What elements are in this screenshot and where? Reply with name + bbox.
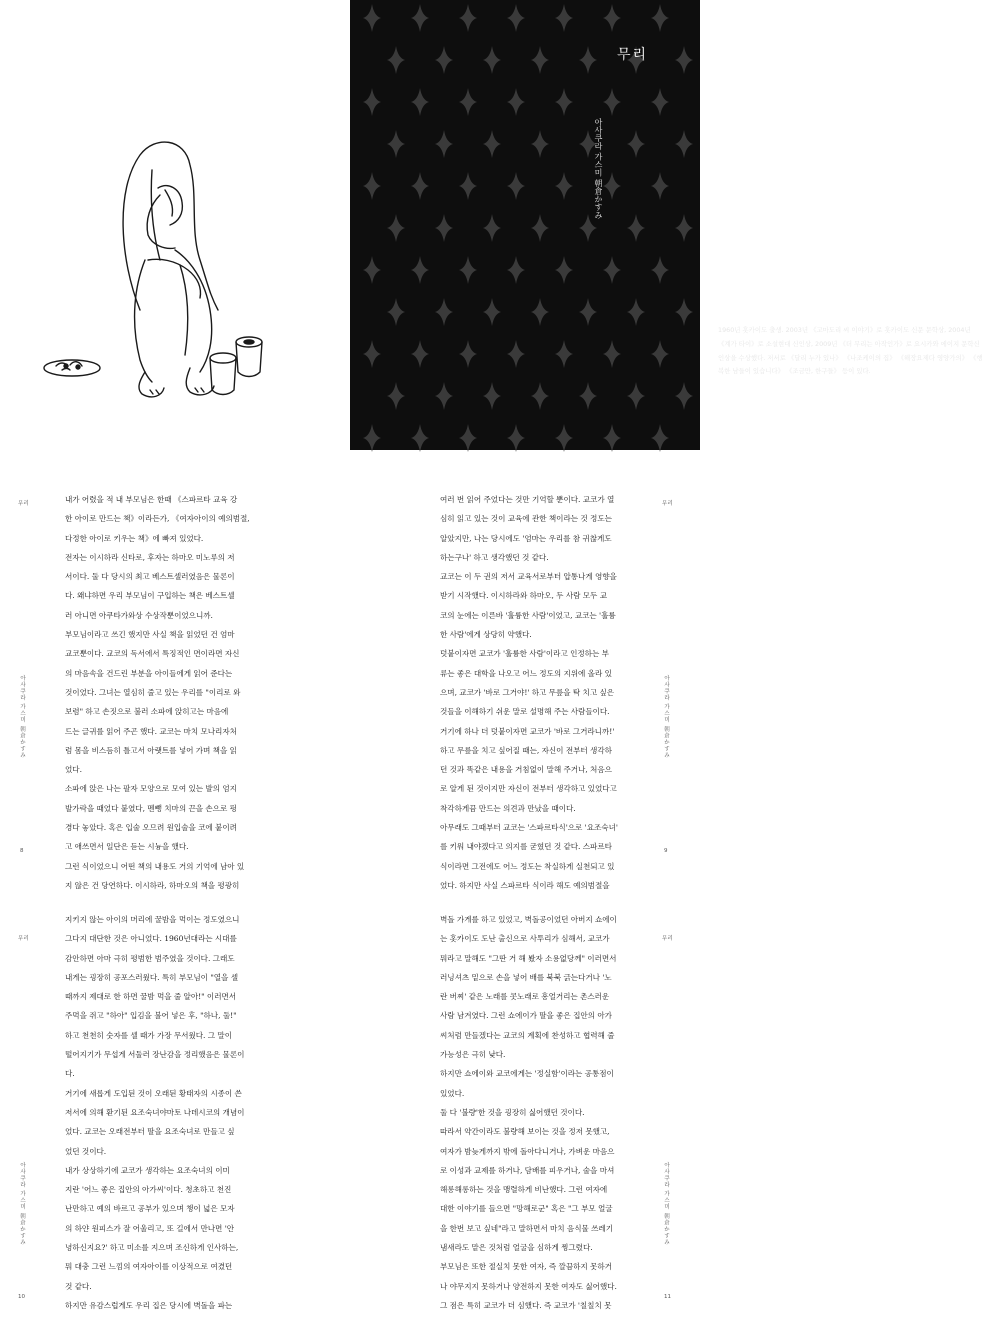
sparkle-shape (387, 46, 405, 74)
sparkle-shape (579, 382, 597, 410)
author-bio: 1960년 홋카이도 출생. 2003년 《고마도리 씨 이야기》로 홋카이도 신문 문학상, 2004년 《계가 타이》로 소설현대 신인상, 2009년 《더 무리는 아작인가》로 요시카와 에이지 문학신인상을 수상했다. 저서로 《달리 누가 있나》 《나조케이의 집》 《해장요제다 영양가의》 《행복한 남들이 있습니다》 《조금만, 한구들》 등이 있다. (718, 326, 983, 376)
author-name: 아사쿠라 가스미 朝倉かすみ (594, 118, 603, 220)
illustration-crouching-figure (40, 110, 300, 420)
sparkle-shape (411, 340, 429, 368)
text-line: 류는 좋은 대학을 나오고 어느 정도의 지위에 올라 있 (440, 668, 612, 678)
sparkle-shape (363, 88, 381, 116)
running-vertical-left: 아사쿠라 가스미 朝倉かすみ (19, 675, 25, 759)
sparkle-shape (555, 340, 573, 368)
sparkle-shape (603, 172, 621, 200)
sparkle-shape (627, 382, 645, 410)
text-line: 으며, 교코가 '바로 그거야!' 하고 무릎을 탁 치고 싶은 (440, 687, 615, 697)
text-line: 대한 이야기를 들으면 "망해로군" 혹은 "그 부모 얼굴 (440, 1204, 613, 1214)
sparkle-shape (675, 382, 693, 410)
sparkle-shape (651, 172, 669, 200)
sparkle-shape (531, 214, 549, 242)
sparkle-shape (507, 256, 525, 284)
sparkle-shape (483, 382, 501, 410)
sparkle-shape (507, 340, 525, 368)
text-line: 을 한번 보고 싶네"라고 말하면서 마치 음식물 쓰레기 (440, 1223, 613, 1233)
text-line: 그런 식이었으니 어떤 책의 내용도 거의 기억에 남아 있 (65, 861, 245, 871)
sparkle-shape (435, 382, 453, 410)
sparkle-shape (555, 424, 573, 452)
text-line: 서이다. 둘 다 당시의 최고 베스트셀러였음은 물론이 (65, 572, 235, 582)
text-line: 하고 천천히 숫자를 셀 때가 가장 무서웠다. 그 말이 (65, 1030, 232, 1040)
text-line: 지 않은 건 당연하다. 이시하라, 하마오의 책을 평광히 (65, 880, 240, 890)
sparkle-shape (603, 256, 621, 284)
text-line: 교코뿐이다. 교코의 독서에서 특징적인 면이라면 자신 (65, 649, 240, 659)
text-line: 내게는 굉장히 공포스러웠다. 특히 부모님이 "열을 셀 (65, 972, 238, 982)
text-line: 드는 글귀를 읽어 주곤 했다. 교코는 마치 모나리자처 (65, 726, 237, 736)
sparkle-shape (435, 46, 453, 74)
text-line: 사람 남겨였다. 그런 쇼에이가 딸을 좋은 집안의 아가 (440, 1011, 612, 1021)
text-line: 주먹을 쥐고 "하아" 입김을 불어 넣은 후, "하나, 둘!" (65, 1011, 237, 1021)
text-line: 경다 놓았다. 혹은 입술 오므려 원입술을 코에 붙이려 (65, 823, 237, 833)
sparkle-shape (627, 298, 645, 326)
sparkle-shape (435, 214, 453, 242)
running-header-right: 무리 (662, 501, 673, 507)
sparkle-shape (555, 256, 573, 284)
sparkle-shape (435, 130, 453, 158)
title-page-dark (350, 0, 983, 450)
text-line: 심히 읽고 있는 것이 교육에 관한 책이라는 것 정도는 (440, 514, 612, 524)
sparkle-shape (483, 130, 501, 158)
sparkle-shape (603, 424, 621, 452)
text-line: 소파에 앉은 나는 팔자 모양으로 모여 있는 발의 엄지 (65, 784, 237, 794)
text-line: 따라서 약간이라도 불량해 보이는 것을 정저 못했고, (440, 1127, 610, 1137)
text-line: 하지만 쇼에이와 교코에게는 '정실함'이라는 공통점이 (440, 1069, 614, 1079)
sparkle-shape (459, 172, 477, 200)
text-line: 의 하얀 원피스가 잘 어울리고, 또 길에서 만나면 '안 (65, 1223, 235, 1233)
sparkle-shape (579, 46, 597, 74)
text-line: 가능성은 극히 낮다. (440, 1050, 506, 1060)
text-line: 냄새라도 맡은 것처럼 얼굴을 심하게 찡그렸다. (440, 1243, 593, 1253)
text-line: 내가 어렸을 적 내 부모님은 한때 《스파르타 교육 강 (65, 495, 238, 504)
sparkle-shape (507, 424, 525, 452)
sparkle-shape (675, 214, 693, 242)
sparkle-shape (483, 46, 501, 74)
text-line: 다정한 아이로 키우는 책》에 빠져 있었다. (65, 533, 204, 543)
text-line: 해롱해롱하는 것을 맹렬하게 비난했다. 그런 여자에 (440, 1185, 608, 1195)
sparkle-shape (507, 172, 525, 200)
sparkle-shape (483, 214, 501, 242)
text-line: 러 아니면 아쿠타가와상 수상작뿐이었으니까. (65, 610, 213, 620)
page-10-text (65, 910, 327, 1315)
page-number-right: 9 (664, 848, 668, 854)
text-line: 부모님이라고 쓰긴 했지만 사실 책을 읽었던 건 엄마 (65, 630, 235, 640)
text-line: 다. 왜냐하면 우리 부모님이 구입하는 책은 베스트셀 (65, 591, 235, 601)
sparkle-shape (627, 130, 645, 158)
sparkle-shape (507, 4, 525, 32)
text-line: 난만하고 예의 바르고 공부가 있으며 챙이 넓은 모자 (65, 1204, 235, 1214)
text-line: 감안하면 아마 극히 평범한 범주였을 것이다. 그래도 (65, 953, 235, 963)
text-line: 것이었다. 그녀는 열심히 줄고 있는 우리를 "이리로 와 (65, 687, 241, 697)
text-line: 럼 몸을 비스듬히 틀고서 아랫트를 넣어 가며 책을 읽 (65, 745, 237, 755)
sparkle-shape (651, 256, 669, 284)
text-line: 한 아이로 만드는 책》이라든가, 《여자아이의 예의범절, (65, 514, 250, 524)
spread-title (0, 0, 983, 450)
sparkle-shape (387, 382, 405, 410)
story-title: 무리 (616, 47, 648, 63)
sparkle-shape (387, 130, 405, 158)
text-line: 것들을 이해하기 쉬운 말로 설명해 주는 사람들이다. (440, 707, 610, 717)
text-line: 발가락을 때었다 붙였다, 멘뺑 치마의 끈을 손으로 펑 (65, 803, 237, 813)
sparkle-shape (555, 4, 573, 32)
sparkle-shape (411, 256, 429, 284)
sparkle-shape (387, 298, 405, 326)
text-line: 있었다. (440, 1088, 465, 1098)
running-vertical-right: 아사쿠라 가스미 朝倉かすみ (663, 675, 669, 759)
text-line: 전자는 이시하라 신타로, 후자는 하마오 미노루의 저 (65, 552, 235, 562)
text-line: 저서에 의해 환기된 요조숙녀야마토 나데시코의 개념이 (65, 1107, 245, 1117)
page-number-left: 10 (18, 1294, 25, 1300)
text-line: 씨처럼 만들겠다는 교코의 계획에 찬성하고 협력해 줄 (440, 1030, 615, 1040)
text-line: 었다. (65, 765, 82, 775)
sparkle-shape (459, 256, 477, 284)
sparkle-shape (483, 298, 501, 326)
sparkle-shape (435, 298, 453, 326)
sparkle-shape (411, 4, 429, 32)
text-line: 둘 다 '불량'한 것을 굉장히 싫어했던 것이다. (440, 1107, 585, 1117)
spread-pages-10-11 (0, 900, 700, 1337)
text-line: 그다지 대단한 것은 아니었다. 1960년대라는 시대를 (65, 934, 237, 944)
sparkle-shape (411, 88, 429, 116)
sparkle-shape (459, 4, 477, 32)
text-line: 의 마음속을 건드린 부분을 아이들에게 읽어 준다는 (65, 668, 233, 678)
text-line: 고 애쓰면서 일단은 듣는 시늉을 했다. (65, 842, 189, 852)
text-line: 때까지 제대로 한 하면 꿀밤 먹을 줄 알아!" 이러면서 (65, 992, 237, 1002)
text-line: 식이라면 그전에도 어느 정도는 착실하게 실천되고 있 (440, 861, 615, 871)
sparkle-shape (651, 4, 669, 32)
text-line: 교코는 이 두 권의 저서 교육서로부터 압통나게 영향을 (440, 572, 617, 582)
text-line: 착각하게끔 만드는 의견과 만났을 때이다. (440, 803, 576, 813)
text-line: 한 사람'에게 상당히 약했다. (440, 630, 532, 640)
text-line: 뭐라고 말해도 "그딴 거 해 봤자 소용없당께" 이러면서 (440, 953, 617, 963)
sparkle-shape (531, 298, 549, 326)
sparkle-shape (363, 4, 381, 32)
running-vertical-left: 아사쿠라 가스미 朝倉かすみ (19, 1162, 25, 1246)
text-line: 다. (65, 1069, 75, 1079)
sparkle-pattern (350, 0, 700, 450)
sparkle-shape (411, 172, 429, 200)
text-line: 하는구나' 하고 생각했던 것 같다. (440, 552, 549, 562)
text-line: 를 키워 내야겠다고 의지를 굳혔던 것 같다. 스파르타 (440, 842, 612, 852)
text-line: 내가 상상하기에 교코가 생각하는 요조숙녀의 이미 (65, 1165, 230, 1175)
sparkle-shape (579, 298, 597, 326)
text-line: 그 점은 특히 교코가 더 심했다. 즉 교코가 '칠칠치 못 (440, 1300, 612, 1310)
sparkle-shape (627, 214, 645, 242)
text-line: 벽돌 가게를 하고 있었고, 벽돌공이었던 아버지 쇼에이 (440, 915, 617, 924)
text-line: 여자가 밤늦게까지 밖에 돌아다니거나, 가벼운 마음으 (440, 1146, 615, 1156)
sparkle-shape (531, 130, 549, 158)
running-header-left: 무리 (18, 501, 29, 507)
sparkle-shape (675, 46, 693, 74)
text-line: 거기에 새롭게 도입된 것이 오래된 황태자의 시종이 쓴 (65, 1088, 242, 1098)
text-line: 란 버찌' 같은 노래를 콧노래로 흥얼거리는 촌스러운 (440, 992, 610, 1002)
text-line: 알았지만, 나는 당시에도 '엄마는 우리를 참 귀찮게도 (440, 533, 612, 543)
sparkle-shape (459, 340, 477, 368)
sparkle-shape (531, 382, 549, 410)
text-line: 하고 무릎을 치고 싶어질 때는, 자신이 전부터 생각하 (440, 745, 612, 755)
sparkle-shape (531, 46, 549, 74)
text-line: 지란 '어느 좋은 집안의 아가씨'이다. 청초하고 천진 (65, 1185, 232, 1195)
text-line: 지키지 않는 아이의 머리에 꿀밤을 먹이는 정도였으니 (65, 915, 240, 924)
sparkle-shape (651, 88, 669, 116)
text-line: 코의 눈에는 이른바 '훌륭한 사람'이었고, 교코는 '훌륭 (440, 610, 616, 620)
text-line: 덧붙이자면 교코가 '훌륭한 사람'이라고 인정하는 부 (440, 649, 609, 659)
text-line: 녕하신지요?' 하고 미소를 지으며 조신하게 인사하는, (65, 1243, 239, 1253)
text-line: 거기에 하나 더 덧붙이자면 교코가 '바로 그거라니까!' (440, 726, 615, 736)
sparkle-shape (651, 340, 669, 368)
text-line: 었다. 교코는 오래전부터 딸을 요조숙녀로 만들고 싶 (65, 1127, 235, 1137)
sparkle-shape (603, 4, 621, 32)
sparkle-shape (459, 88, 477, 116)
text-line: 로 알게 된 것이지만 자신이 전부터 생각하고 있었다고 (440, 784, 617, 794)
sparkle-shape (603, 88, 621, 116)
text-line: 뭐 대충 그런 느낌의 여자아이를 이상적으로 여겼던 (65, 1262, 233, 1272)
text-line: 었던 것이다. (65, 1146, 107, 1156)
text-line: 것 같다. (65, 1281, 92, 1291)
sparkle-shape (507, 88, 525, 116)
text-line: 아무래도 그때부터 교코는 '스파르타식'으로 '요조숙녀' (440, 823, 618, 833)
text-line: 었다. 하지만 사실 스파르타 식이라 해도 예의범절을 (440, 880, 610, 890)
running-vertical-right: 아사쿠라 가스미 朝倉かすみ (663, 1162, 669, 1246)
sparkle-shape (363, 256, 381, 284)
text-line: 여러 번 읽어 주었다는 것만 기억할 뿐이다. 교코가 열 (440, 495, 615, 504)
page-number-left: 8 (20, 848, 24, 854)
sparkle-shape (363, 424, 381, 452)
sparkle-shape (603, 340, 621, 368)
sparkle-shape (555, 172, 573, 200)
sparkle-shape (459, 424, 477, 452)
text-line: 받기 시작했다. 이시하라와 하마오, 두 사람 모두 교 (440, 591, 607, 601)
page-11-text (440, 910, 702, 1315)
sparkle-shape (675, 130, 693, 158)
sparkle-shape (651, 424, 669, 452)
text-line: 떨어지기가 무섭게 서둘러 장난감을 정리했음은 물론이 (65, 1050, 245, 1060)
text-line: 던 것과 똑같은 내용을 거침없이 말해 주거나, 처음으 (440, 765, 612, 775)
sparkle-shape (363, 340, 381, 368)
text-line: 보렴" 하고 손짓으로 불러 소파에 앉히고는 마음에 (65, 707, 229, 717)
text-line: 로 이성과 교제를 하거나, 담배를 피우거나, 술을 마셔 (440, 1165, 615, 1175)
sparkle-shape (555, 88, 573, 116)
running-header-right: 무리 (662, 936, 673, 942)
sparkle-shape (363, 172, 381, 200)
page-number-right: 11 (664, 1294, 671, 1300)
text-line: 나 야무지지 못하거나 양전하지 못한 여자도 싫어했다. (440, 1281, 617, 1291)
text-line: 는 홋카이도 도난 출신으로 사투리가 심해서, 교코가 (440, 934, 610, 944)
spread-pages-8-9 (0, 470, 700, 890)
page-8-text (65, 490, 327, 895)
sparkle-shape (675, 298, 693, 326)
text-line: 하지만 유감스럽게도 우리 집은 당시에 벽돌을 파는 (65, 1300, 233, 1310)
sparkle-shape (387, 214, 405, 242)
text-line: 러닝셔츠 밑으로 손을 넣어 배를 북북 긁는다거나 '노 (440, 972, 612, 982)
sparkle-shape (411, 424, 429, 452)
running-header-left: 무리 (18, 936, 29, 942)
text-line: 부모님은 또한 절실치 못한 여자, 즉 깔끔하지 못하거 (440, 1262, 612, 1272)
